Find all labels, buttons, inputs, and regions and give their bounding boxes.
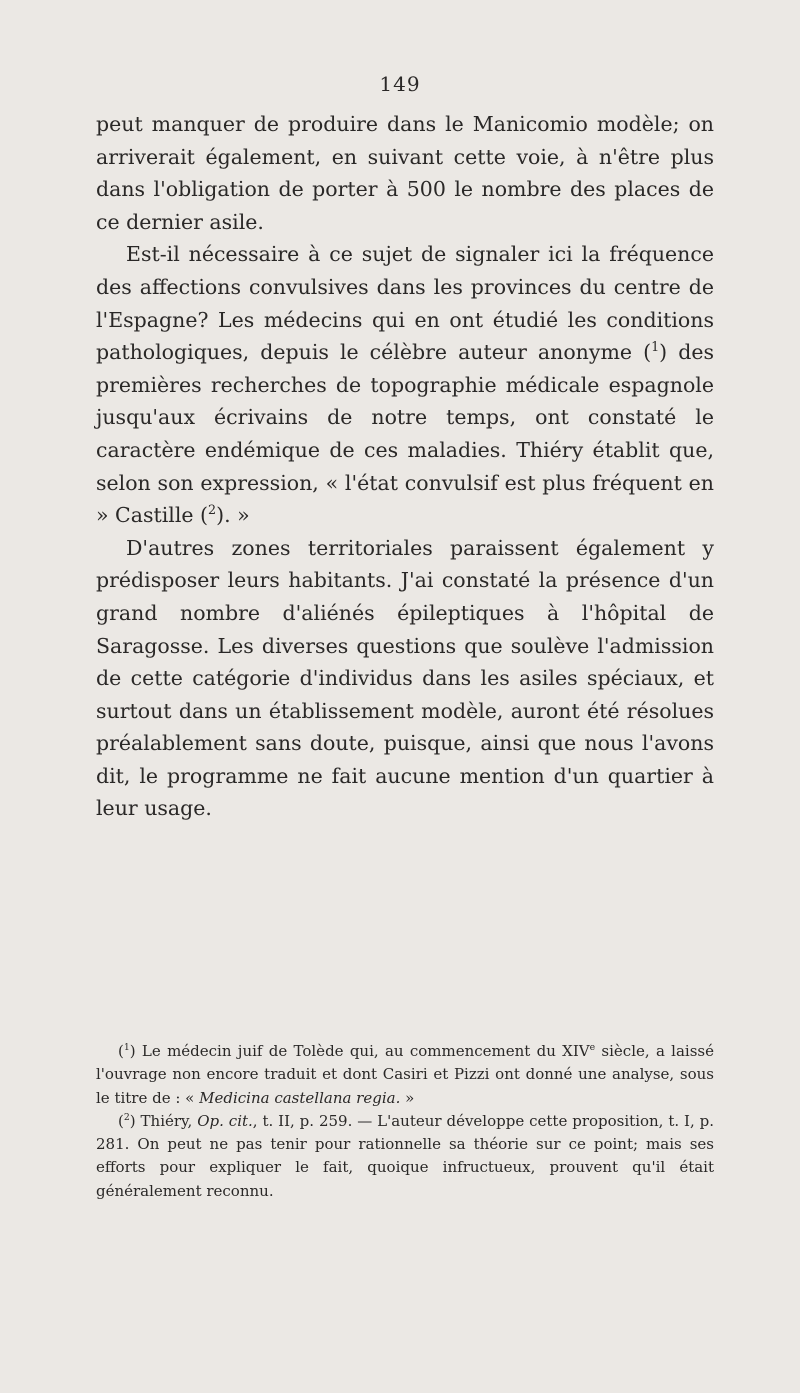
footnote-1-text-2: siècle, a laissé l'ouvrage non encore traduit et dont Casiri et Pizzi ont donné une analyse, sous le titre de : « bbox=[96, 1042, 714, 1107]
paragraph-1: peut manquer de produire dans le Manicomio modèle; on arriverait également, en suivant cette voie, à n'être plus dans l'obligation de porter à 500 le nombre des places de ce dernier asile. bbox=[96, 112, 714, 234]
footnote-2-op-cit: Op. cit. bbox=[197, 1111, 253, 1130]
footnote-ref-2[interactable]: 2 bbox=[208, 502, 217, 518]
paragraph-2-part-b: ) des premières recherches de topographie médicale espagnole jusqu'aux écrivains de notre temps, ont constaté le caractère endémique de ces maladies. Thiéry établit que, selon son expression, « l'état convulsif est plus fréquent en » Castille ( bbox=[96, 340, 714, 528]
footnote-1-text: Le médecin juif de Tolède qui, au commencement du XIV bbox=[135, 1042, 590, 1060]
footnotes bbox=[96, 1040, 714, 1203]
footnote-1-title: Medicina castellana regia. bbox=[199, 1088, 401, 1107]
footnote-1-mark: 1 bbox=[123, 1042, 130, 1053]
footnote-1-superscript: e bbox=[589, 1042, 596, 1053]
main-text bbox=[96, 108, 714, 825]
paragraph-2-part-c: ). » bbox=[216, 503, 250, 528]
paragraph-3: D'autres zones territoriales paraissent également y prédisposer leurs habitants. J'ai constaté la présence d'un grand nombre d'aliénés épileptiques à l'hôpital de Saragosse. Les diverses questions que soulève l'admission de cette catégorie d'individus dans les asiles spéciaux, et surtout dans un établissement modèle, auront été résolues préalablement sans doute, puisque, ainsi que nous l'avons dit, le programme ne fait aucune mention d'un quartier à leur usage. bbox=[96, 535, 714, 821]
paragraph-2-part-a: Est-il nécessaire à ce sujet de signaler ici la fréquence des affections convulsives dans les provinces du centre de l'Espagne? Les médecins qui en ont étudié les conditions pathologiques, depuis le célèbre auteur anonyme ( bbox=[96, 242, 714, 365]
paragraph-2 bbox=[96, 238, 714, 531]
footnote-ref-1[interactable]: 1 bbox=[651, 339, 660, 355]
footnote-1-end: » bbox=[400, 1088, 415, 1107]
footnote-2-text: Thiéry, bbox=[135, 1111, 198, 1130]
footnote-2-text-2: , t. II, p. 259. — L'auteur développe cette proposition, t. I, p. 281. On peut ne pas tenir pour rationnelle sa théorie sur ce point; mais ses efforts pour expliquer le fait, quoique infructueux, prouvent qu'il était généralement reconnu. bbox=[96, 1111, 715, 1200]
footnote-2: ($^2$) Thiéry, Op. cit., t. II, p. 259. — L'auteur développe cette proposition, t. I, p. 281. On peut ne pas tenir pour rationnelle sa théorie sur ce point; mais ses efforts pour expliquer le fait, quoique infructueux, prouvent qu'il était généralement reconnu. bbox=[96, 1111, 715, 1200]
page-number: 149 bbox=[379, 72, 421, 96]
footnote-2-mark: 2 bbox=[123, 1111, 130, 1123]
footnote-1: ($^1$) Le médecin juif de Tolède qui, au commencement du XIVe siècle, a laissé l'ouvrage non encore traduit et dont Casiri et Pizzi ont donné une analyse, sous le titre de : « Medicina castellana regia. » bbox=[96, 1042, 714, 1107]
